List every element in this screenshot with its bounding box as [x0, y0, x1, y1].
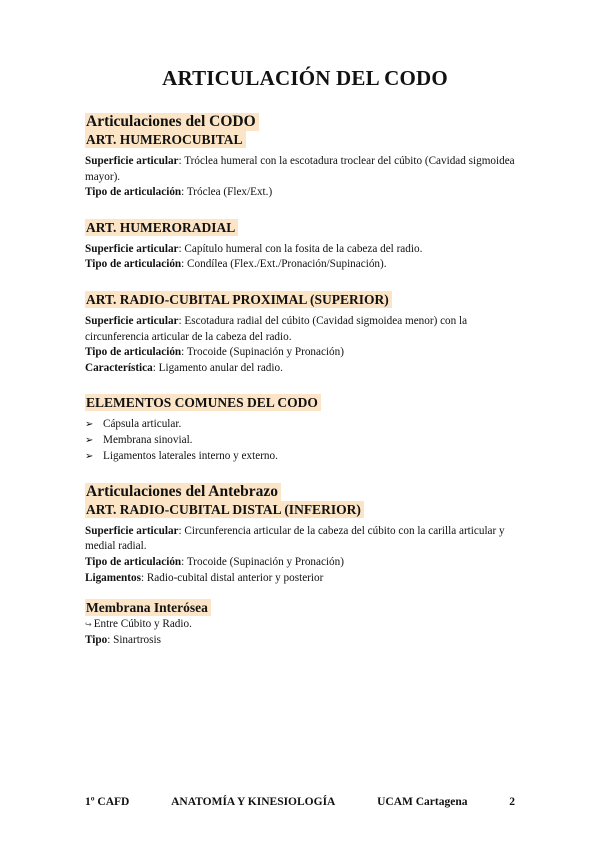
radiocubital-distal-superficie: Superficie articular: Circunferencia articular de la cabeza del cúbito con la carilla articular y medial radial. — [85, 524, 505, 553]
section-humeroradial — [85, 219, 525, 273]
radiocubital-proximal-superficie: Superficie articular: Escotadura radial del cúbito (Cavidad sigmoidea menor) con la circunferencia articular de la cabeza del radio. — [85, 314, 468, 343]
radiocubital-distal-tipo: Tipo de articulación: Trocoide (Supinación y Pronación) — [85, 555, 344, 568]
list-item: ➢ Cápsula articular. — [85, 417, 525, 433]
heading-humerocubital: ART. HUMEROCUBITAL — [85, 131, 246, 148]
humeroradial-superficie: Superficie articular: Capítulo humeral con la fosita de la cabeza del radio. — [85, 242, 423, 255]
section-radiocubital-proximal — [85, 291, 525, 376]
arrow-bullet-icon: ➢ — [85, 450, 94, 462]
list-item: ➢ Ligamentos laterales interno y externo. — [85, 449, 525, 465]
heading-articulaciones-codo: Articulaciones del CODO — [85, 113, 259, 131]
footer-institution: UCAM Cartagena — [377, 796, 468, 808]
radiocubital-distal-ligamentos: Ligamentos: Radio-cubital distal anterior y posterior — [85, 571, 324, 584]
document-page — [85, 66, 525, 648]
humerocubital-superficie: Superficie articular: Tróclea humeral con la escotadura troclear del cúbito (Cavidad sigmoidea mayor). — [85, 155, 515, 183]
membrana-entre: ↪ Entre Cúbito y Radio. — [85, 618, 192, 631]
humerocubital-tipo: Tipo de articulación: Tróclea (Flex/Ext.) — [85, 186, 273, 199]
humeroradial-tipo: Tipo de articulación: Condílea (Flex./Ext./Pronación/Supinación). — [85, 258, 387, 271]
footer-subject: ANATOMÍA Y KINESIOLOGÍA — [171, 796, 336, 808]
heading-radiocubital-proximal: ART. RADIO-CUBITAL PROXIMAL (SUPERIOR) — [85, 291, 392, 308]
page-footer — [85, 796, 515, 808]
section-codo — [85, 113, 525, 201]
arrow-bullet-icon: ➢ — [85, 419, 94, 431]
membrana-tipo: Tipo: Sinartrosis — [85, 633, 161, 646]
heading-articulaciones-antebrazo: Articulaciones del Antebrazo — [85, 483, 281, 501]
footer-course: 1º CAFD — [85, 796, 130, 808]
section-membrana-interosea — [85, 599, 525, 648]
elementos-list — [85, 417, 525, 464]
right-arrow-icon: ↪ — [85, 620, 92, 630]
heading-membrana-interosea: Membrana Interósea — [85, 599, 211, 616]
arrow-bullet-icon: ➢ — [85, 435, 94, 447]
heading-elementos-comunes: ELEMENTOS COMUNES DEL CODO — [85, 394, 321, 411]
list-item: ➢ Membrana sinovial. — [85, 433, 525, 449]
heading-humeroradial: ART. HUMERORADIAL — [85, 219, 238, 236]
footer-page-number: 2 — [509, 796, 515, 808]
radiocubital-proximal-tipo: Tipo de articulación: Trocoide (Supinación y Pronación) — [85, 346, 344, 359]
radiocubital-proximal-caracteristica: Característica: Ligamento anular del radio. — [85, 361, 283, 374]
section-elementos-comunes — [85, 394, 525, 464]
section-antebrazo — [85, 483, 525, 586]
heading-radiocubital-distal: ART. RADIO-CUBITAL DISTAL (INFERIOR) — [85, 501, 364, 518]
document-title: ARTICULACIÓN DEL CODO — [162, 66, 448, 90]
